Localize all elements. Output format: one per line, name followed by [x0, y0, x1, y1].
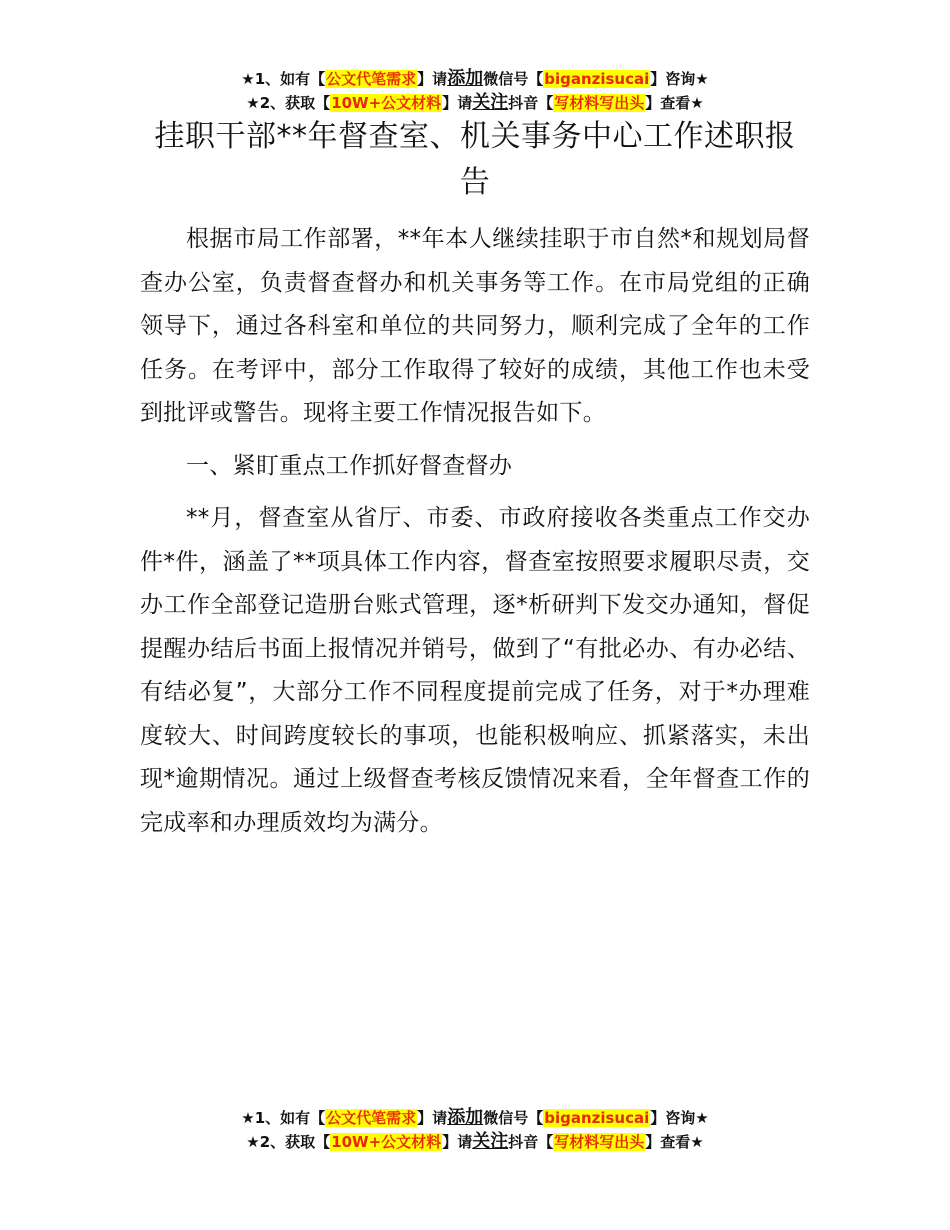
promo-text: ★1、如有【: [241, 70, 326, 88]
highlight-material: 10W+公文材料: [331, 94, 442, 112]
highlight-service: 公文代笔需求: [326, 1109, 417, 1127]
promo-text: 】查看★: [645, 1133, 704, 1151]
promo-follow-emphasis: 关注: [472, 92, 509, 113]
promo-text: 】咨询★: [650, 1109, 709, 1127]
promo-text: ★2、获取【: [246, 1133, 331, 1151]
paragraph-supervision: **月，督查室从省厅、市委、市政府接收各类重点工作交办件*件，涵盖了**项具体工作内容，督查室按照要求履职尽责，交办工作全部登记造册台账式管理，逐*析研判下发交办通知，督促提醒办结后书面上报情况并销号，做到了“有批必办、有办必结、有结必复”，大部分工作不同程度提前完成了任务，对于*办理难度较大、时间跨度较长的事项，也能积极响应、抓紧落实，未出现*逾期情况。通过上级督查考核反馈情况来看，全年督查工作的完成率和办理质效均为满分。: [140, 505, 810, 836]
highlight-account: 写材料写出头: [554, 94, 645, 112]
promo-text: ★1、如有【: [241, 1109, 326, 1127]
paragraph-intro: 根据市局工作部署，**年本人继续挂职于市自然*和规划局督查办公室，负责督查督办和机关事务等工作。在市局党组的正确领导下，通过各科室和单位的共同努力，顺利完成了全年的工作任务。在考评中，部分工作取得了较好的成绩，其他工作也未受到批评或警告。现将主要工作情况报告如下。: [140, 226, 810, 426]
promo-line-1: [0, 67, 950, 91]
promo-text: 】请: [417, 70, 448, 88]
document-body: [140, 218, 810, 854]
promo-line-1: [0, 1106, 950, 1130]
highlight-material: 10W+公文材料: [331, 1133, 442, 1151]
promo-line-2: [0, 91, 950, 115]
promo-text: 】请: [417, 1109, 448, 1127]
promo-text: ★2、获取【: [246, 94, 331, 112]
promo-add-emphasis: 添加: [447, 1107, 484, 1128]
highlight-account: 写材料写出头: [554, 1133, 645, 1151]
promo-text: 】咨询★: [650, 70, 709, 88]
promo-follow-emphasis: 关注: [472, 1131, 509, 1152]
promo-text: 】请: [442, 1133, 473, 1151]
promo-add-emphasis: 添加: [447, 68, 484, 89]
highlight-service: 公文代笔需求: [326, 70, 417, 88]
promo-text: 抖音【: [508, 1133, 554, 1151]
promo-banner-top: [0, 67, 950, 115]
promo-line-2: [0, 1130, 950, 1154]
promo-banner-bottom: [0, 1106, 950, 1154]
highlight-wechat-id: biganzisucai: [544, 1109, 650, 1127]
promo-text: 微信号【: [483, 70, 544, 88]
promo-text: 】查看★: [645, 94, 704, 112]
highlight-wechat-id: biganzisucai: [544, 70, 650, 88]
promo-text: 】请: [442, 94, 473, 112]
document-title: 挂职干部**年督查室、机关事务中心工作述职报告: [154, 119, 796, 200]
promo-text: 抖音【: [508, 94, 554, 112]
promo-text: 微信号【: [483, 1109, 544, 1127]
section-heading-1: 一、紧盯重点工作抓好督查督办: [186, 452, 513, 479]
